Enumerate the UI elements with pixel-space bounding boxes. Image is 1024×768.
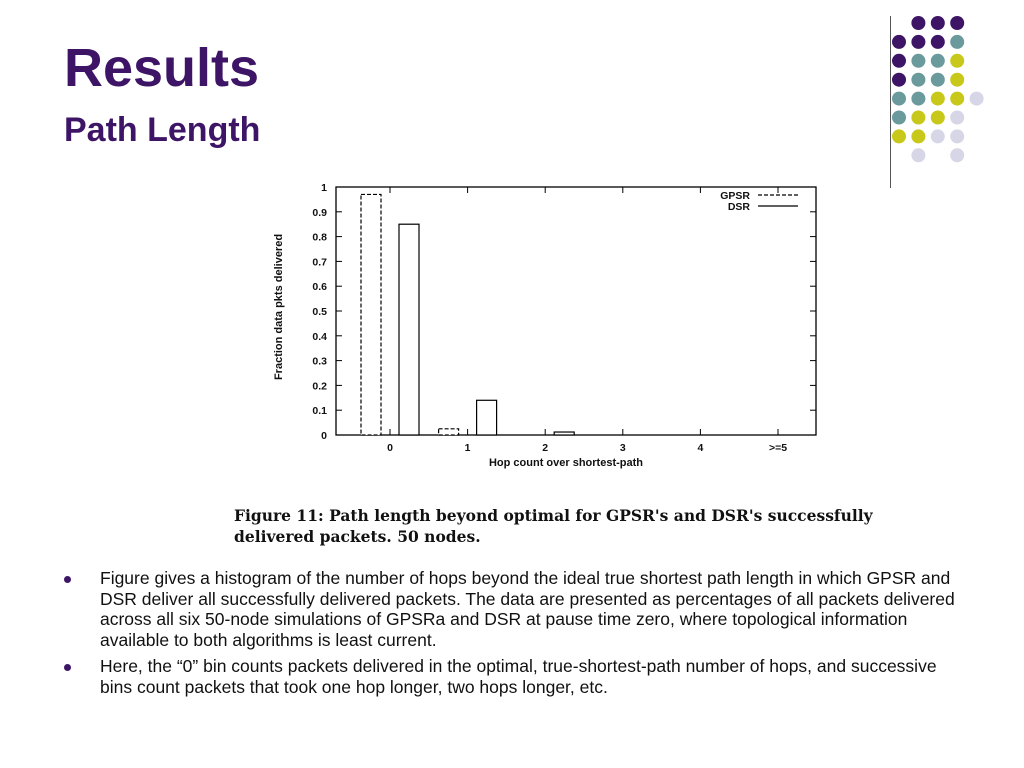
decorative-dot [892,54,906,68]
slide-title: Results [64,38,260,98]
y-tick-label: 0.1 [312,405,327,418]
decorative-dot [931,73,945,87]
gpsr-bar [361,194,381,435]
x-tick-label: 3 [619,442,626,454]
dsr-bar [554,432,574,435]
y-tick-label: 0.7 [312,256,327,269]
y-tick-label: 0.6 [312,281,327,294]
decorative-dot [950,35,964,49]
decorative-dot [911,111,925,125]
decorative-dot [931,129,945,143]
bullet-item [64,656,964,697]
y-tick-label: 0.8 [312,231,327,244]
bullet-list [64,568,964,703]
decorative-dot [950,111,964,125]
decorative-dot [892,92,906,106]
legend-label-dsr: DSR [727,201,750,213]
decorative-dot [911,129,925,143]
decorative-dot [892,73,906,87]
y-tick-label: 0.9 [312,206,327,219]
decorative-dot [931,16,945,30]
decorative-dot [950,92,964,106]
bullet-text: Figure gives a histogram of the number of hops beyond the ideal true shortest path length in which GPSR and DSR deliver all successfully delivered packets. The data are presented as percentages of all packets delivered across all six 50-node simulations of GPSRa and DSR at pause time zero, where topological information available to both algorithms is least current. [100,568,955,650]
decorative-dot [950,129,964,143]
decorative-dot [892,129,906,143]
decorative-dot [911,16,925,30]
x-tick-label: 1 [464,442,471,454]
decorative-dot [911,35,925,49]
decorative-divider [890,16,891,188]
legend-label-gpsr: GPSR [720,190,750,202]
y-tick-label: 0.4 [312,330,327,343]
decorative-dot [950,54,964,68]
bullet-dot-icon [64,664,71,671]
bullet-dot-icon [64,576,71,583]
decorative-dot [950,16,964,30]
dsr-bar [477,400,497,435]
decorative-dot [911,92,925,106]
decorative-dot [970,92,984,106]
decorative-dot [911,54,925,68]
x-tick-label: 0 [387,442,393,454]
path-length-histogram [240,170,820,470]
y-tick-label: 0.2 [312,380,327,393]
y-tick-label: 0.3 [312,355,327,368]
bullet-item [64,568,964,650]
bullet-text: Here, the “0” bin counts packets delivered in the optimal, true-shortest-path number of hops, and successive bins count packets that took one hop longer, two hops longer, etc. [100,656,937,697]
y-tick-label: 0 [321,430,327,442]
x-tick-label: 2 [542,442,549,454]
x-tick-label: 4 [697,442,704,454]
x-axis-label: Hop count over shortest-path [488,457,644,469]
decorative-dot [892,111,906,125]
decorative-dot [911,148,925,162]
y-axis-label: Fraction data pkts delivered [273,233,285,381]
decorative-dot [931,92,945,106]
figure-caption: Figure 11: Path length beyond optimal for GPSR's and DSR's successfully delivered packets. 50 nodes. [234,506,873,546]
gpsr-bar [439,429,459,435]
y-tick-label: 1 [321,182,327,194]
decorative-dot [911,73,925,87]
decorative-dot [931,111,945,125]
decorative-dot [892,35,906,49]
y-tick-label: 0.5 [312,306,327,318]
decorative-dot [950,148,964,162]
dsr-bar [399,224,419,435]
decorative-dot [931,54,945,68]
decorative-dot [931,35,945,49]
slide-subtitle: Path Length [64,111,261,149]
decorative-dot [950,73,964,87]
x-tick-label: >=5 [768,442,788,454]
